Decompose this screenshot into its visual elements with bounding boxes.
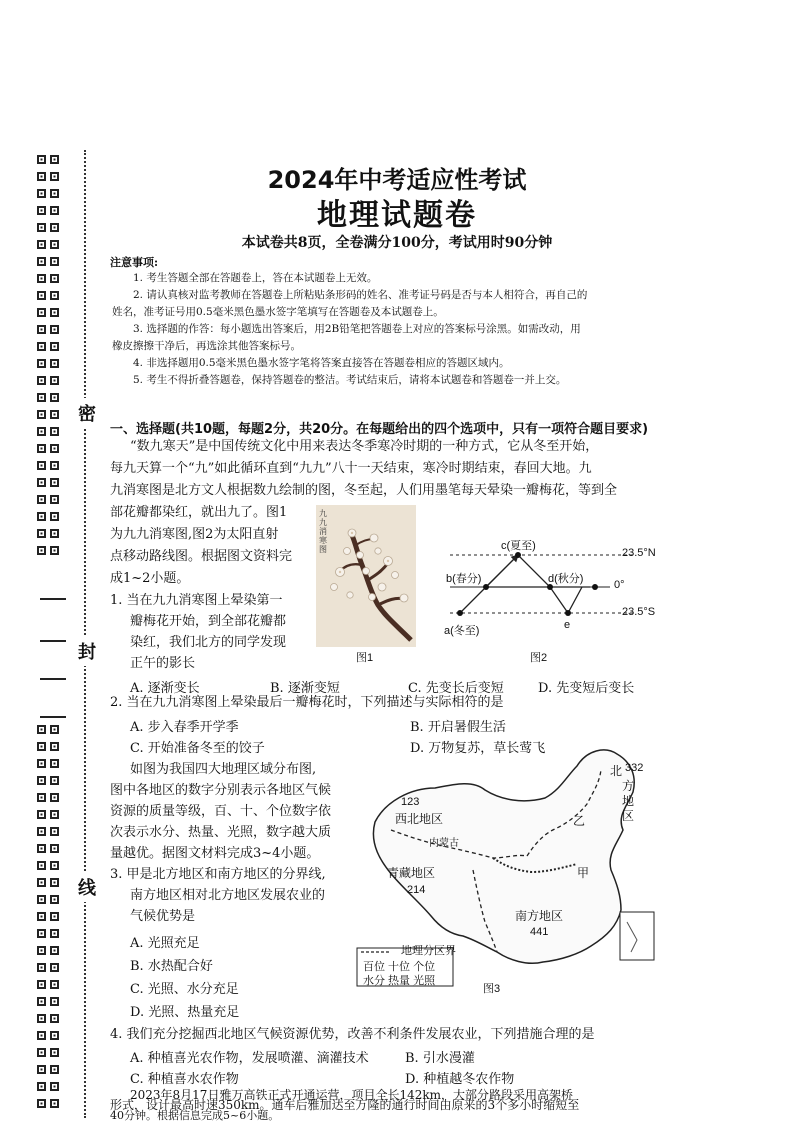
binding-dot-icon — [49, 307, 60, 318]
passage-line: “数九寒天”是中国传统文化中用来表达冬季寒冷时期的一种方式，它从冬至开始， — [130, 439, 599, 454]
question-1-line: 正午的影长 — [130, 656, 196, 671]
binding-dot-icon — [49, 962, 60, 973]
map-qinghai-label: 青藏地区 — [387, 866, 436, 880]
fig2-label-c: c(夏至) — [501, 540, 536, 552]
map-north-char: 地 — [622, 794, 635, 808]
binding-dot-icon — [49, 1030, 60, 1041]
binding-dot-pair — [36, 754, 68, 771]
binding-dot-pair — [36, 524, 68, 541]
binding-dot-icon — [36, 826, 47, 837]
binding-dot-icon — [49, 877, 60, 888]
binding-dot-icon — [36, 877, 47, 888]
question-4-stem: 4. 我们充分挖掘西北地区气候资源优势，改善不利条件发展农业，下列措施合理的是 — [110, 1027, 595, 1042]
binding-dot-pair — [36, 1026, 68, 1043]
q4-option-d: D. 种植越冬农作物 — [405, 1072, 515, 1087]
exam-info: 本试卷共8页，全卷满分100分，考试用时90分钟 — [241, 235, 553, 251]
map-south-label: 南方地区 — [515, 909, 564, 923]
binding-dot-icon — [36, 1013, 47, 1024]
binding-dot-pair — [36, 303, 68, 320]
binding-dot-icon — [36, 307, 47, 318]
exam-subject-title: 地理试题卷 — [317, 198, 477, 233]
binding-dot-icon — [49, 894, 60, 905]
fig2-label-d: d(秋分) — [548, 573, 584, 585]
map-south-number: 441 — [530, 926, 549, 938]
binding-dot-icon — [36, 392, 47, 403]
binding-dot-icon — [49, 809, 60, 820]
passage2-line: 图中各地区的数字分别表示各地区气候 — [110, 783, 332, 798]
question-1-line: 瓣梅花开始，到全部花瓣都 — [130, 614, 287, 629]
binding-dot-pair — [36, 771, 68, 788]
q2-option-c: C. 开始准备冬至的饺子 — [130, 741, 265, 756]
note-item: 橡皮擦擦干净后，再选涂其他答案标号。 — [112, 340, 301, 352]
binding-dot-icon — [49, 775, 60, 786]
binding-char-xian: 线 — [78, 872, 96, 902]
binding-dot-pair — [36, 839, 68, 856]
binding-dash — [40, 640, 66, 642]
passage-line: 成1~2小题。 — [110, 571, 190, 586]
binding-dot-pair — [36, 422, 68, 439]
binding-dot-pair — [36, 805, 68, 822]
binding-dot-icon — [36, 928, 47, 939]
binding-dot-icon — [49, 911, 60, 922]
binding-dot-pair — [36, 1043, 68, 1060]
binding-dot-icon — [36, 775, 47, 786]
binding-dot-pair — [36, 269, 68, 286]
binding-dot-icon — [36, 1064, 47, 1075]
binding-dot-pair — [36, 941, 68, 958]
note-item: 姓名，准考证号用0.5毫米黑色墨水签字笔填写在答题卷及本试题卷上。 — [112, 306, 444, 318]
binding-dot-pair — [36, 337, 68, 354]
note-item: 2. 请认真核对监考教师在答题卷上所粘贴条形码的姓名、准考证号码是否与本人相符合，再自己的 — [133, 289, 588, 301]
binding-dot-icon — [36, 494, 47, 505]
binding-dot-pair — [36, 1077, 68, 1094]
binding-dot-icon — [36, 409, 47, 420]
binding-dot-pair — [36, 286, 68, 303]
binding-dot-icon — [36, 426, 47, 437]
binding-dot-icon — [49, 979, 60, 990]
binding-dot-pair — [36, 890, 68, 907]
binding-dot-icon — [49, 758, 60, 769]
binding-dot-pair — [36, 907, 68, 924]
fig2-label-b: b(春分) — [446, 573, 482, 585]
figure-3-china-map — [355, 740, 667, 995]
binding-dot-icon — [49, 426, 60, 437]
binding-dot-icon — [49, 826, 60, 837]
binding-dot-pair — [36, 737, 68, 754]
figure-3-caption: 图3 — [483, 983, 501, 995]
binding-dot-icon — [36, 843, 47, 854]
binding-dot-icon — [49, 724, 60, 735]
map-legend-meaning: 水分 热量 光照 — [363, 975, 436, 987]
q2-option-b: B. 开启暑假生活 — [410, 720, 506, 735]
question-3-line: 3. 甲是北方地区和南方地区的分界线, — [110, 867, 326, 882]
binding-dot-icon — [49, 511, 60, 522]
passage3-line: 2023年8月17日雅万高铁正式开通运营，项目全长142km，大部分路段采用高架桥 — [130, 1088, 574, 1102]
q3-option-d: D. 光照、热量充足 — [130, 1005, 240, 1020]
binding-dot-icon — [49, 860, 60, 871]
map-legend-digits: 百位 十位 个位 — [363, 961, 436, 973]
binding-dot-icon — [36, 545, 47, 556]
q4-option-a: A. 种植喜光农作物，发展喷灌、滴灌技术 — [130, 1051, 369, 1066]
binding-dot-pair — [36, 1009, 68, 1026]
binding-dot-pair — [36, 1060, 68, 1077]
binding-dot-pair — [36, 439, 68, 456]
binding-dot-icon — [49, 290, 60, 301]
binding-dot-icon — [36, 809, 47, 820]
passage2-line: 量越优。据图文材料完成3~4小题。 — [110, 846, 320, 861]
map-neimeng-label: 内蒙古 — [429, 838, 459, 849]
exam-title: 2024年中考适应性考试 — [267, 166, 527, 194]
binding-dot-icon — [49, 494, 60, 505]
note-item: 3. 选择题的作答：每小题选出答案后，用2B铅笔把答题卷上对应的答案标号涂黑。如需改动，用 — [133, 323, 581, 335]
binding-dot-pair — [36, 873, 68, 890]
binding-dot-icon — [49, 928, 60, 939]
binding-dot-pair — [36, 975, 68, 992]
map-northwest-number: 123 — [401, 796, 420, 808]
binding-dot-icon — [36, 341, 47, 352]
binding-dot-pair — [36, 720, 68, 737]
binding-dot-icon — [36, 256, 47, 267]
binding-dot-icon — [36, 290, 47, 301]
notes-heading: 注意事项: — [110, 256, 159, 269]
q1-option-a: A. 逐渐变长 — [130, 681, 200, 696]
binding-dot-pair — [36, 1094, 68, 1111]
binding-dot-icon — [49, 256, 60, 267]
binding-dot-pair — [36, 456, 68, 473]
figure-1-inscription: 九九消寒图 — [319, 509, 327, 554]
passage3-line: 40分钟。根据信息完成5~6小题。 — [110, 1109, 280, 1122]
binding-dot-icon — [36, 460, 47, 471]
binding-dot-icon — [49, 792, 60, 803]
binding-dot-pair — [36, 992, 68, 1009]
binding-dot-icon — [49, 1047, 60, 1058]
binding-dot-pair — [36, 541, 68, 558]
passage-line: 部花瓣都染红，就出九了。图1 — [110, 505, 288, 520]
map-qinghai-number: 214 — [407, 884, 426, 896]
q3-option-a: A. 光照充足 — [130, 936, 200, 951]
binding-dot-icon — [36, 741, 47, 752]
binding-dot-icon — [49, 477, 60, 488]
map-north-char: 北 — [610, 764, 623, 778]
binding-dot-icon — [36, 792, 47, 803]
binding-dash — [40, 598, 66, 600]
binding-dot-icon — [49, 843, 60, 854]
binding-dot-pair — [36, 822, 68, 839]
q4-option-b: B. 引水漫灌 — [405, 1051, 475, 1066]
binding-dot-icon — [36, 945, 47, 956]
map-north-char: 方 — [622, 779, 635, 793]
note-item: 5. 考生不得折叠答题卷，保持答题卷的整洁。考试结束后，请将本试题卷和答题卷一并上交。 — [133, 374, 567, 386]
binding-dot-icon — [49, 545, 60, 556]
binding-dot-pair — [36, 490, 68, 507]
binding-dot-icon — [36, 962, 47, 973]
binding-dot-icon — [49, 528, 60, 539]
binding-dot-icon — [36, 1030, 47, 1041]
binding-dot-icon — [36, 996, 47, 1007]
passage3-line: 形式，设计最高时速350km。通车后雅加达至万隆的通行时间由原来的3个多小时缩短至 — [110, 1098, 580, 1112]
binding-dot-icon — [49, 443, 60, 454]
note-item: 1. 考生答题全部在答题卷上，答在本试题卷上无效。 — [133, 272, 378, 284]
binding-dot-icon — [49, 273, 60, 284]
binding-dot-icon — [36, 911, 47, 922]
binding-dot-pair — [36, 924, 68, 941]
binding-dot-pair — [36, 473, 68, 490]
binding-dot-icon — [36, 979, 47, 990]
binding-dots-bottom — [36, 720, 68, 1111]
passage-line: 九消寒图是北方文人根据数九绘制的图，冬至起，人们用墨笔每天晕染一瓣梅花，等到全 — [110, 483, 618, 498]
note-item: 4. 非选择题用0.5毫米黑色墨水签字笔将答案直接答在答题卷相应的答题区域内。 — [133, 357, 510, 369]
binding-dot-icon — [49, 996, 60, 1007]
binding-dot-icon — [49, 741, 60, 752]
question-2-stem: 2. 当在九九消寒图上晕染最后一瓣梅花时，下列描述与实际相符的是 — [110, 695, 504, 710]
binding-dot-pair — [36, 507, 68, 524]
binding-dash — [40, 678, 66, 680]
fig2-label-south-tropic: 23.5°S — [622, 606, 656, 618]
question-1-line: 1. 当在九九消寒图上晕染第一 — [110, 593, 283, 608]
binding-char-mi: 密 — [78, 398, 96, 428]
fig2-label-e: e — [564, 619, 571, 631]
binding-dot-icon — [36, 894, 47, 905]
q1-option-c: C. 先变长后变短 — [408, 681, 504, 696]
q1-option-b: B. 逐渐变短 — [270, 681, 340, 696]
q4-option-c: C. 种植喜水农作物 — [130, 1072, 239, 1087]
map-northwest-label: 西北地区 — [395, 812, 444, 826]
map-north-char: 区 — [622, 809, 635, 823]
q1-option-d: D. 先变短后变长 — [538, 681, 635, 696]
question-3-line: 南方地区相对北方地区发展农业的 — [130, 888, 326, 903]
binding-dot-icon — [49, 358, 60, 369]
binding-dot-pair — [36, 788, 68, 805]
binding-dot-pair — [36, 320, 68, 337]
binding-dot-icon — [36, 358, 47, 369]
binding-dot-pair — [36, 388, 68, 405]
binding-dot-icon — [36, 511, 47, 522]
binding-dot-icon — [36, 273, 47, 284]
binding-dot-icon — [36, 1098, 47, 1109]
section-title: 一、选择题(共10题，每题2分，共20分。在每题给出的四个选项中，只有一项符合题目要求) — [110, 422, 649, 437]
binding-dot-icon — [36, 724, 47, 735]
plum-blossom-illustration — [316, 505, 416, 647]
figure-1-caption: 图1 — [356, 652, 374, 664]
passage-line: 每九天算一个“九”如此循环直到“九九”八十一天结束，寒冷时期结束，春回大地。九 — [110, 461, 592, 476]
figure-2-caption: 图2 — [530, 652, 548, 664]
binding-dot-icon — [49, 341, 60, 352]
binding-dot-icon — [36, 860, 47, 871]
fig2-label-equator: 0° — [614, 579, 625, 591]
binding-dot-icon — [36, 758, 47, 769]
binding-dot-icon — [49, 1098, 60, 1109]
question-1-line: 染红，我们北方的同学发现 — [130, 635, 287, 650]
binding-dash — [40, 716, 66, 718]
binding-dot-icon — [36, 1081, 47, 1092]
binding-dot-pair — [36, 405, 68, 422]
passage2-line: 次表示水分、热量、光照，数字越大质 — [110, 825, 332, 840]
binding-dot-icon — [49, 324, 60, 335]
fig2-label-a: a(冬至) — [444, 625, 480, 637]
binding-dot-icon — [49, 460, 60, 471]
map-north-label — [610, 764, 634, 824]
map-jia-label: 甲 — [577, 866, 590, 880]
passage-line: 点移动路线图。根据图文资料完 — [110, 549, 293, 564]
figure-1-plum-blossom — [316, 505, 416, 647]
binding-dot-icon — [36, 477, 47, 488]
binding-dot-pair — [36, 371, 68, 388]
q2-option-a: A. 步入春季开学季 — [130, 720, 239, 735]
binding-dot-icon — [49, 392, 60, 403]
binding-dot-icon — [49, 1081, 60, 1092]
passage2-line: 资源的质量等级，百、十、个位数字依 — [110, 804, 332, 819]
binding-dot-icon — [36, 375, 47, 386]
binding-dot-icon — [36, 443, 47, 454]
binding-dot-icon — [49, 1013, 60, 1024]
map-yi-label: 乙 — [573, 814, 586, 828]
binding-dot-pair — [36, 252, 68, 269]
binding-dot-icon — [49, 1064, 60, 1075]
binding-dot-icon — [36, 1047, 47, 1058]
binding-dot-icon — [49, 375, 60, 386]
q3-option-b: B. 水热配合好 — [130, 959, 213, 974]
q3-option-c: C. 光照、水分充足 — [130, 982, 239, 997]
binding-char-feng: 封 — [78, 636, 96, 666]
question-3-line: 气候优势是 — [130, 909, 196, 924]
passage-line: 为九九消寒图,图2为太阳直射 — [110, 527, 279, 542]
binding-dot-icon — [49, 409, 60, 420]
binding-dot-pair — [36, 856, 68, 873]
fig2-label-north-tropic: 23.5°N — [622, 547, 656, 559]
figure-2-sun-path — [440, 535, 670, 635]
passage2-line: 如图为我国四大地理区域分布图, — [130, 762, 317, 777]
binding-dot-pair — [36, 354, 68, 371]
binding-dot-icon — [36, 528, 47, 539]
binding-dot-icon — [49, 945, 60, 956]
binding-dot-pair — [36, 958, 68, 975]
binding-dot-icon — [36, 324, 47, 335]
map-north-number: 332 — [625, 762, 644, 774]
q2-option-d: D. 万物复苏，草长莺飞 — [410, 741, 546, 756]
map-legend-boundary: 地理分区界 — [401, 945, 456, 957]
binding-dotted-line — [84, 150, 86, 1118]
